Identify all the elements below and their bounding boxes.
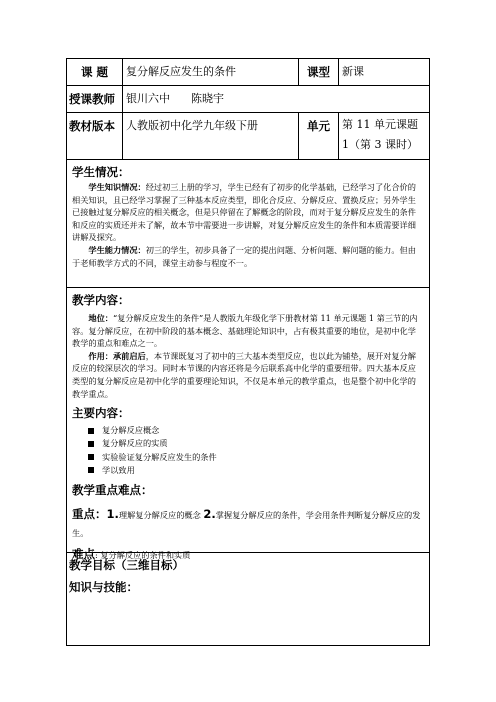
knowledge-skills-heading: 知识与技能：	[69, 580, 138, 594]
edition-label: 教材版本	[67, 113, 123, 159]
unit-value	[339, 113, 429, 159]
student-heading: 学生情况：	[72, 165, 130, 179]
list-item	[88, 464, 424, 477]
edition-row	[67, 113, 429, 160]
list-item-text: 复分解反应的实质	[102, 438, 168, 449]
main-content-heading: 主要内容：	[72, 406, 130, 421]
teacher-label: 授课教师	[67, 86, 123, 112]
key-num1: 1.	[106, 506, 119, 521]
topic-row	[67, 59, 429, 86]
position-label: 地位：	[88, 313, 113, 323]
student-ability-label: 学生能力情况：	[88, 244, 146, 255]
content-position	[72, 312, 424, 350]
content-role	[72, 350, 424, 400]
lesson-plan-table	[66, 58, 430, 646]
type-label: 课型	[299, 59, 339, 85]
main-content-list	[88, 424, 424, 477]
role-text: ，本节课既复习了初中的三大基本类型反应，也以此为铺垫，展开对复分解反应的较深层次的学习。同时本节课的内容还将是今后联系高中化学的重要纽带。四大基本反应类型的复分解反应是初中化学的重要理论知识，不仅是本单元的教学重点，也是整个初中化学的教学重点。	[72, 350, 416, 399]
student-knowledge	[72, 181, 424, 244]
key-text2: 掌握复分解反应的条件，学会用条件判断复分解反应的发生。	[72, 509, 421, 538]
type-value: 新课	[342, 65, 364, 78]
topic-value: 复分解反应发生的条件	[123, 59, 299, 85]
difficulty-label: 难点	[72, 546, 95, 561]
student-ability-text: 初三的学生，初步具备了一定的提出问题、分析问题、解问题的能力。但由于老师教学方式的不同，课堂主动参与程度不一。	[72, 244, 416, 268]
student-knowledge-label: 学生知识情况：	[88, 182, 146, 192]
edition-value: 人教版初中化学九年级下册	[123, 113, 299, 159]
square-bullet-icon	[88, 428, 94, 434]
unit-value-line2: 1（第 3 课时）	[342, 138, 418, 151]
student-section	[67, 160, 429, 288]
square-bullet-icon	[88, 454, 94, 460]
key-point	[72, 505, 424, 542]
student-ability	[72, 244, 424, 269]
list-item-text: 实验验证复分解反应发生的条件	[102, 451, 217, 462]
goals-section	[67, 553, 429, 645]
unit-label: 单元	[299, 113, 339, 159]
content-heading: 教学内容：	[72, 293, 130, 307]
key-label: 重点：	[72, 506, 107, 521]
difficulty-text: : 复分解反应的条件和实质	[95, 549, 191, 560]
list-item	[88, 424, 424, 437]
key-text1: 理解复分解反应的概念	[118, 509, 204, 520]
role-label: 作用：承前启后	[88, 350, 146, 361]
goals-heading: 教学目标（三维目标）	[69, 558, 184, 572]
list-item	[88, 451, 424, 464]
topic-label: 课 题	[67, 59, 123, 85]
teacher-row	[67, 86, 429, 113]
list-item-text: 复分解反应概念	[102, 425, 160, 436]
list-item-text: 学以致用	[102, 464, 135, 475]
position-text: “复分解反应发生的条件”是人教版九年级化学下册教材第 11 单元课题 1 第三节的内容。复分解反应，在初中阶段的基本概念、基础理论知识中，占有极其重要的地位，是初中化学教学的重点和难点之一。	[72, 313, 418, 349]
square-bullet-icon	[88, 467, 94, 473]
key-points-heading: 教学重点难点：	[72, 482, 153, 497]
teacher-value: 银川六中 陈晓宇	[126, 92, 224, 105]
student-knowledge-text: 经过初三上册的学习，学生已经有了初步的化学基础，已经学习了化合价的相关知识，且已经学习掌握了三种基本反应类型，即化合反应、分解反应、置换反应；另外学生已接触过复分解反应的相关概念，但是只停留在了解概念的阶段，而对于复分解反应发生的条件和反应的实质还并未了解，故本节中需要进一步讲解，对复分解反应发生的条件和本质需要详细讲解及探究。	[72, 182, 416, 243]
list-item	[88, 437, 424, 450]
key-num2: 2.	[203, 506, 216, 521]
content-section	[67, 288, 429, 561]
square-bullet-icon	[88, 441, 94, 447]
unit-value-line1: 第 11 单元课题	[342, 118, 418, 131]
